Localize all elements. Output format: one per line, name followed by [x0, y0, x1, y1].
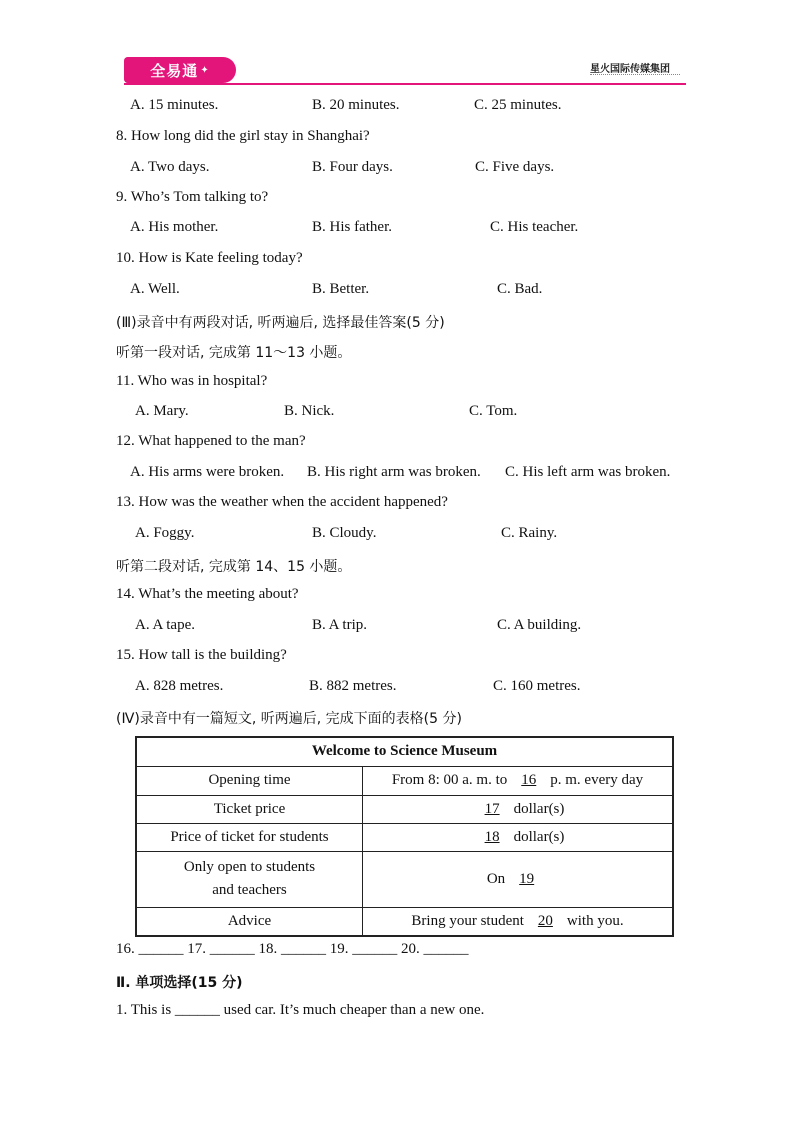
row-value: [363, 907, 674, 936]
sparkle-icon: ✦: [200, 64, 210, 76]
blank-19: 19: [519, 870, 535, 887]
q10-option-c: C. Bad.: [497, 281, 543, 297]
row-value-pre: On: [486, 870, 506, 887]
q12-option-a: A. His arms were broken.: [130, 464, 285, 480]
question-14: 14. What’s the meeting about?: [116, 586, 299, 602]
question-12: 12. What happened to the man?: [116, 433, 306, 449]
q14-option-c: C. A building.: [497, 617, 582, 633]
q9-option-a: A. His mother.: [130, 219, 219, 235]
q15-option-b: B. 882 metres.: [309, 678, 397, 694]
part2-question-1: 1. This is ______ used car. It’s much cheaper than a new one.: [116, 1002, 485, 1018]
row-value: [363, 823, 674, 851]
q9-option-b: B. His father.: [312, 219, 392, 235]
q14-option-a: A. A tape.: [135, 617, 195, 633]
row-value-post: p. m. every day: [550, 772, 644, 788]
q8-option-a: A. Two days.: [130, 159, 210, 175]
publisher-name: 星火国际传媒集团: [590, 64, 670, 75]
blank-20: 20: [537, 912, 553, 929]
row-value: [363, 795, 674, 823]
header-divider: [124, 83, 686, 85]
museum-info-table: [135, 736, 674, 937]
answer-blanks-line: 16. ______ 17. ______ 18. ______ 19. ______ 20. ______: [116, 941, 469, 957]
table-row: [136, 766, 673, 795]
part3-dialog2-instruction: 听第二段对话, 完成第 14、15 小题。: [116, 559, 352, 575]
q7-option-c: C. 25 minutes.: [474, 97, 562, 113]
q15-option-c: C. 160 metres.: [493, 678, 581, 694]
q13-option-c: C. Rainy.: [501, 525, 558, 541]
row-value-post: with you.: [566, 912, 624, 929]
q10-option-a: A. Well.: [130, 281, 180, 297]
blank-16: 16: [521, 772, 537, 788]
q12-option-c: C. His left arm was broken.: [505, 464, 671, 480]
q10-option-b: B. Better.: [312, 281, 370, 297]
q11-option-c: C. Tom.: [469, 403, 518, 419]
row-value: [363, 766, 674, 795]
table-row: [136, 795, 673, 823]
question-9: 9. Who’s Tom talking to?: [116, 189, 269, 205]
part3-title: (Ⅲ)录音中有两段对话, 听两遍后, 选择最佳答案(5 分): [116, 315, 445, 331]
publisher-underline: [590, 74, 680, 77]
table-row: [136, 823, 673, 851]
row-label: [136, 851, 363, 907]
q11-option-a: A. Mary.: [135, 403, 189, 419]
q7-option-a: A. 15 minutes.: [130, 97, 219, 113]
question-13: 13. How was the weather when the accident happened?: [116, 494, 448, 510]
question-8: 8. How long did the girl stay in Shanghai?: [116, 128, 370, 144]
blank-18: 18: [484, 828, 500, 845]
row-label: Advice: [136, 907, 363, 936]
part4-title: (Ⅳ)录音中有一篇短文, 听两遍后, 完成下面的表格(5 分): [116, 711, 462, 727]
table-title: Welcome to Science Museum: [136, 737, 673, 766]
row-label-line2: and teachers: [212, 882, 287, 898]
q9-option-c: C. His teacher.: [490, 219, 579, 235]
q14-option-b: B. A trip.: [312, 617, 368, 633]
question-10: 10. How is Kate feeling today?: [116, 250, 303, 266]
question-15: 15. How tall is the building?: [116, 647, 287, 663]
brand-logo: [124, 57, 236, 83]
row-value: [363, 851, 674, 907]
q11-option-b: B. Nick.: [284, 403, 335, 419]
table-row: [136, 907, 673, 936]
q7-option-b: B. 20 minutes.: [312, 97, 400, 113]
row-label: Opening time: [136, 766, 363, 795]
question-11: 11. Who was in hospital?: [116, 373, 268, 389]
row-label: Price of ticket for students: [136, 823, 363, 851]
row-value-post: dollar(s): [513, 828, 565, 845]
q8-option-b: B. Four days.: [312, 159, 393, 175]
table-row: [136, 851, 673, 907]
row-value-pre: From 8: 00 a. m. to: [391, 772, 508, 788]
row-value-post: dollar(s): [513, 800, 565, 817]
part2-title: Ⅱ. 单项选择(15 分): [116, 975, 243, 991]
blank-17: 17: [484, 800, 500, 817]
brand-logo-text: 全易通: [150, 61, 199, 80]
part3-dialog1-instruction: 听第一段对话, 完成第 11～13 小题。: [116, 345, 352, 361]
q15-option-a: A. 828 metres.: [135, 678, 224, 694]
q13-option-b: B. Cloudy.: [312, 525, 377, 541]
row-label-line1: Only open to students: [183, 859, 316, 875]
q13-option-a: A. Foggy.: [135, 525, 195, 541]
row-label: Ticket price: [136, 795, 363, 823]
row-value-pre: Bring your student: [411, 912, 524, 929]
q8-option-c: C. Five days.: [475, 159, 555, 175]
q12-option-b: B. His right arm was broken.: [307, 464, 481, 480]
